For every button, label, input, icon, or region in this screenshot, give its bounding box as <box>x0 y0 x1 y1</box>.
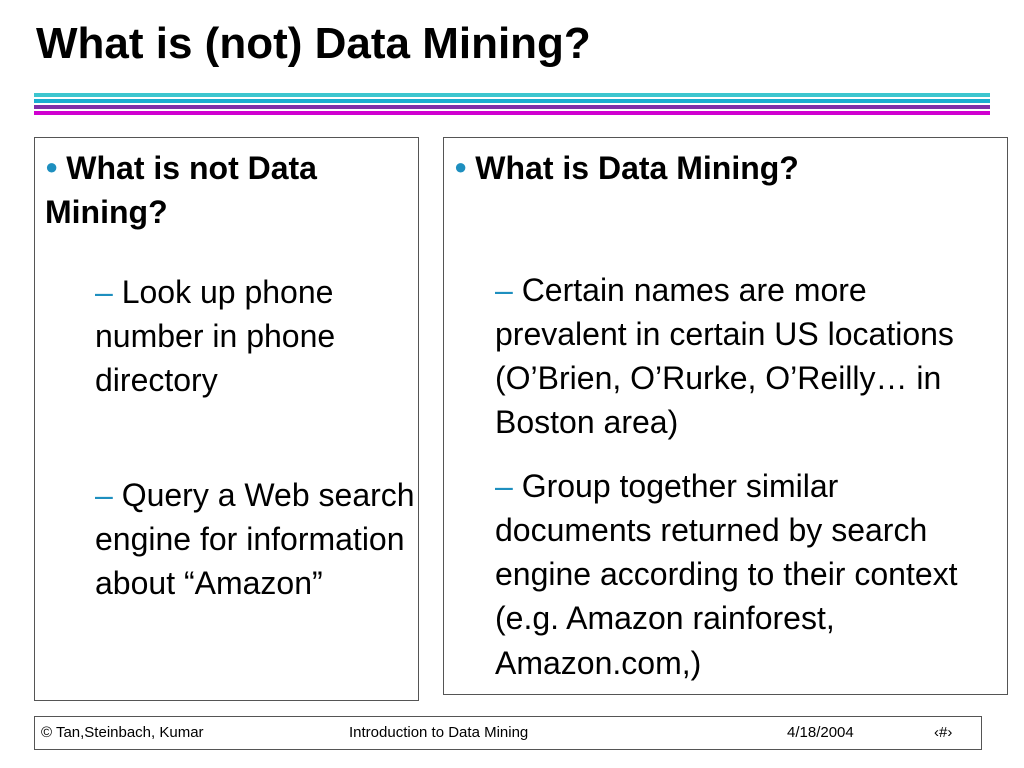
dash-icon: – <box>495 272 513 308</box>
footer-page-number: ‹#› <box>934 724 953 741</box>
footer-course: Introduction to Data Mining <box>349 724 529 741</box>
footer-copyright: © Tan,Steinbach, Kumar <box>41 724 204 741</box>
slide-footer <box>34 716 982 750</box>
right-panel-heading: ● What is Data Mining? <box>454 150 799 186</box>
left-panel-heading: ● What is not Data Mining? <box>45 150 317 231</box>
dash-icon: – <box>495 468 513 504</box>
bullet-icon: ● <box>45 154 59 179</box>
slide-title: What is (not) Data Mining? <box>36 19 591 68</box>
list-item: – Group together similar documents returned by search engine according to their context (e.g. Amazon rainforest, Amazon.com,) <box>495 468 958 681</box>
title-divider <box>34 93 990 117</box>
list-item: – Look up phone number in phone directory <box>95 274 336 399</box>
dash-icon: – <box>95 274 113 310</box>
list-item: – Certain names are more prevalent in certain US locations (O’Brien, O’Rurke, O’Reilly… in Boston area) <box>495 272 954 441</box>
list-item: – Query a Web search engine for information about “Amazon” <box>95 477 415 602</box>
right-panel <box>443 137 1008 695</box>
footer-date: 4/18/2004 <box>787 724 854 741</box>
bullet-icon: ● <box>454 154 468 179</box>
dash-icon: – <box>95 477 113 513</box>
left-panel <box>34 137 419 701</box>
